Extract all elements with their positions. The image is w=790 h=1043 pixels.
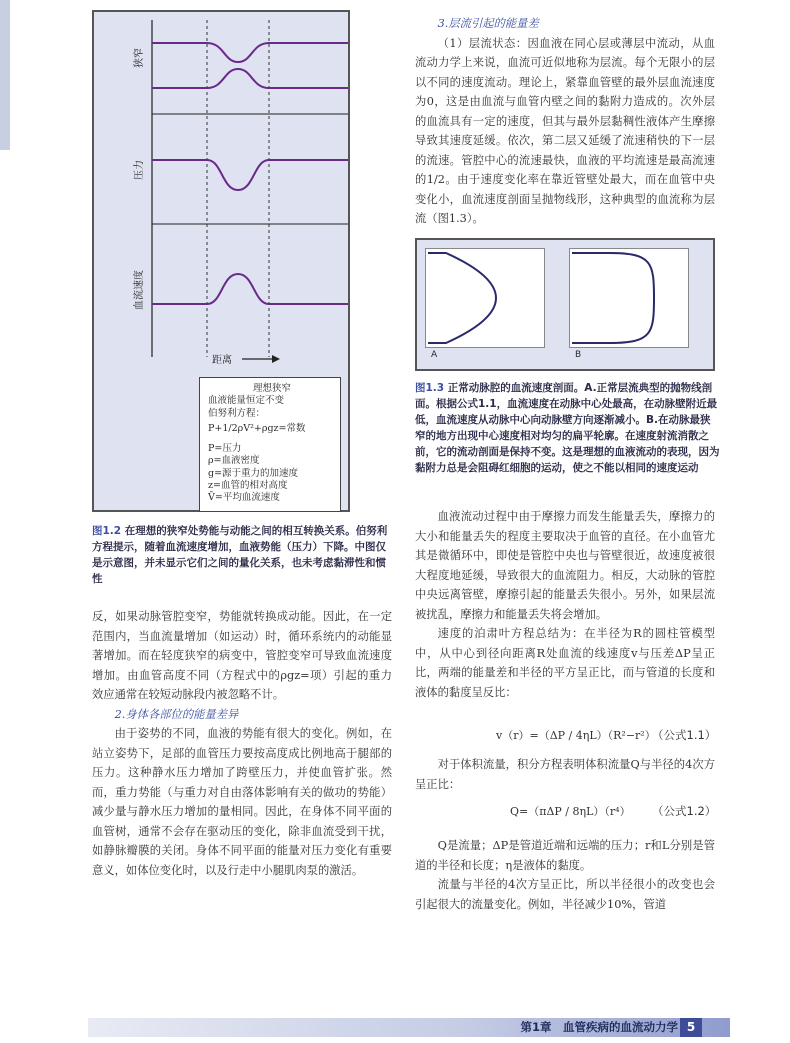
formula-1-2: Q=（πΔP / 8ηL）（r⁴） <box>510 805 631 818</box>
legend-line: 血液能量恒定不变 <box>208 395 285 407</box>
legend-line: ρ=血液密度 <box>208 455 260 467</box>
figure-1-2 <box>92 10 350 512</box>
right-column-volume <box>415 755 715 794</box>
paragraph: （1）层流状态：因血液在同心层或薄层中流动，从血流动力学上来说，血流可近似地称为层流。每个无限小的层以不同的速度流动。理论上，紧靠血管壁的最外层血流速度为0，这是由血流与血管内壁之间的黏附力造成的。次外层的血流具有一定的速度，但其与最外层黏稠性液体产生摩擦导致其速度延缓。依次，第二层又延缓了流速稍快的下一层的流速。管腔中心的流速最快，血液的平均流速是最高流速的1/2。由于速度变化率在靠近管壁处最大，而在血管中央变化小，血流速度剖面呈抛物线形，这种典型的血流称为层流（图1.3）。 <box>415 36 715 225</box>
formula-1-1: v（r）=（ΔP / 4ηL）（R²−r²） <box>496 729 656 742</box>
legend-line: V̄=平均血流速度 <box>208 492 280 504</box>
caption-number: 图1.2 <box>92 525 122 537</box>
paragraph: 反，如果动脉管腔变窄，势能就转换成动能。因此，在一定范围内，当血流量增加（如运动）时，循环系统内的动能显著增加。而在轻度狭窄的病变中，管腔变窄可导致血流速度增加。由血管高度不同（方程式中的ρgz=项）引起的重力效应通常在较短动脉段内被忽略不计。 <box>92 610 392 701</box>
figure-1-3-panel-a <box>425 248 545 348</box>
section-heading: 3.层流引起的能量差 <box>437 17 539 30</box>
left-column <box>92 607 392 880</box>
figure-1-2-caption <box>92 523 392 587</box>
caption-text: 正常动脉腔的血流速度剖面。A.正常层流典型的抛物线剖面。根据公式1.1，血流速度在动脉中心处最高，在动脉壁附近最低，血流速度从动脉中心向动脉壁方向逐渐减小。B.在动脉最狭窄的地方出现中心速度相对均匀的扁平轮廓。在速度射流消散之前，它的流动剖面是保持不变。这是理想的血液流动的表现，因为黏附力总是会阻碍红细胞的运动，使之不能以相同的速度运动 <box>415 382 720 474</box>
paragraph: 对于体积流量，积分方程表明体积流量Q与半径的4次方呈正比： <box>415 758 715 791</box>
paragraph: 血液流动过程中由于摩擦力而发生能量丢失，摩擦力的大小和能量丢失的程度主要取决于血管的直径。在小血管尤其是微循环中，即使是管腔中央也与管壁很近，故速度被很大程度地延缓，导致很大的血流阻力。相反，大动脉的管腔中央远离管壁，摩擦引起的能量丢失很小。另外，如果层流被扰乱，摩擦力和能量丢失将会增加。 <box>415 510 715 621</box>
legend-line: P+1/2ρV²+ρgz=常数 <box>208 422 306 434</box>
paragraph: Q是流量；ΔP是管道近端和远端的压力；r和L分别是管道的半径和长度；η是液体的黏度。 <box>415 839 715 872</box>
legend-line: P=压力 <box>208 443 242 455</box>
legend-line: g=源于重力的加速度 <box>208 467 299 479</box>
flat-profile <box>570 249 688 347</box>
legend-title: 理想狭窄 <box>252 383 291 394</box>
page-edge-tab <box>0 0 10 150</box>
page-number: 5 <box>680 1018 702 1037</box>
panel-label-a: A <box>431 350 438 360</box>
panel-label-b: B <box>575 350 582 360</box>
chapter-title: 第1章 血管疾病的血流动力学 <box>520 1020 678 1034</box>
figure-1-2-legend <box>199 377 341 512</box>
right-column-middle <box>415 507 715 702</box>
legend-line: z=血管的相对高度 <box>208 480 288 492</box>
caption-text: 在理想的狭窄处势能与动能之间的相互转换关系。伯努利方程提示，随着血流速度增加，血液势能（压力）下降。中图仅是示意图，并未显示它们之间的量化关系，也未考虑黏滞性和惯性 <box>92 525 388 585</box>
figure-1-3 <box>415 238 715 371</box>
paragraph: 流量与半径的4次方呈正比，所以半径很小的改变也会引起很大的流量变化。例如，半径减少10%，管道 <box>415 878 715 911</box>
formula-1-2-number: （公式1.2） <box>652 804 717 818</box>
formula-1-1-number: （公式1.1） <box>652 728 717 742</box>
right-column-top <box>415 14 715 229</box>
x-axis-label: 距离 <box>212 355 232 366</box>
panel-label-velocity: 血流速度 <box>134 270 145 310</box>
legend-line <box>208 435 336 443</box>
figure-1-3-panel-b <box>569 248 689 348</box>
section-heading: 2.身体各部位的能量差异 <box>114 707 239 721</box>
paragraph: 速度的泊肃叶方程总结为：在半径为R的圆柱管模型中，从中心到径向距离R处血流的线速度v与压差ΔP呈正比，两端的能量差和半径的平方呈正比，而与管道的长度和液体的黏度呈反比： <box>415 627 715 699</box>
parabolic-profile <box>426 249 544 347</box>
right-column-bottom <box>415 836 715 914</box>
panel-label-stenosis: 狭窄 <box>134 48 145 68</box>
caption-number: 图1.3 <box>415 382 445 394</box>
legend-line: 伯努利方程： <box>208 407 266 419</box>
footer-bar <box>88 1018 730 1037</box>
paragraph: 由于姿势的不同，血液的势能有很大的变化。例如，在站立姿势下，足部的血管压力要按高度成比例地高于腿部的压力。这种静水压力增加了跨壁压力，并使血管扩张。然而，重力势能（与重力对自由落体影响有关的做功的势能）减少量与静水压力增加的量相同。因此，在身体不同平面的血管树，通常不会存在驱动压的变化，除非血流受到干扰，如静脉瓣膜的关闭。身体不同平面的能量对压力变化有重要意义，如体位变化时，以及行走中小腿肌肉泵的激活。 <box>92 727 392 877</box>
panel-label-pressure: 压力 <box>134 160 145 180</box>
figure-1-3-caption <box>415 380 720 476</box>
